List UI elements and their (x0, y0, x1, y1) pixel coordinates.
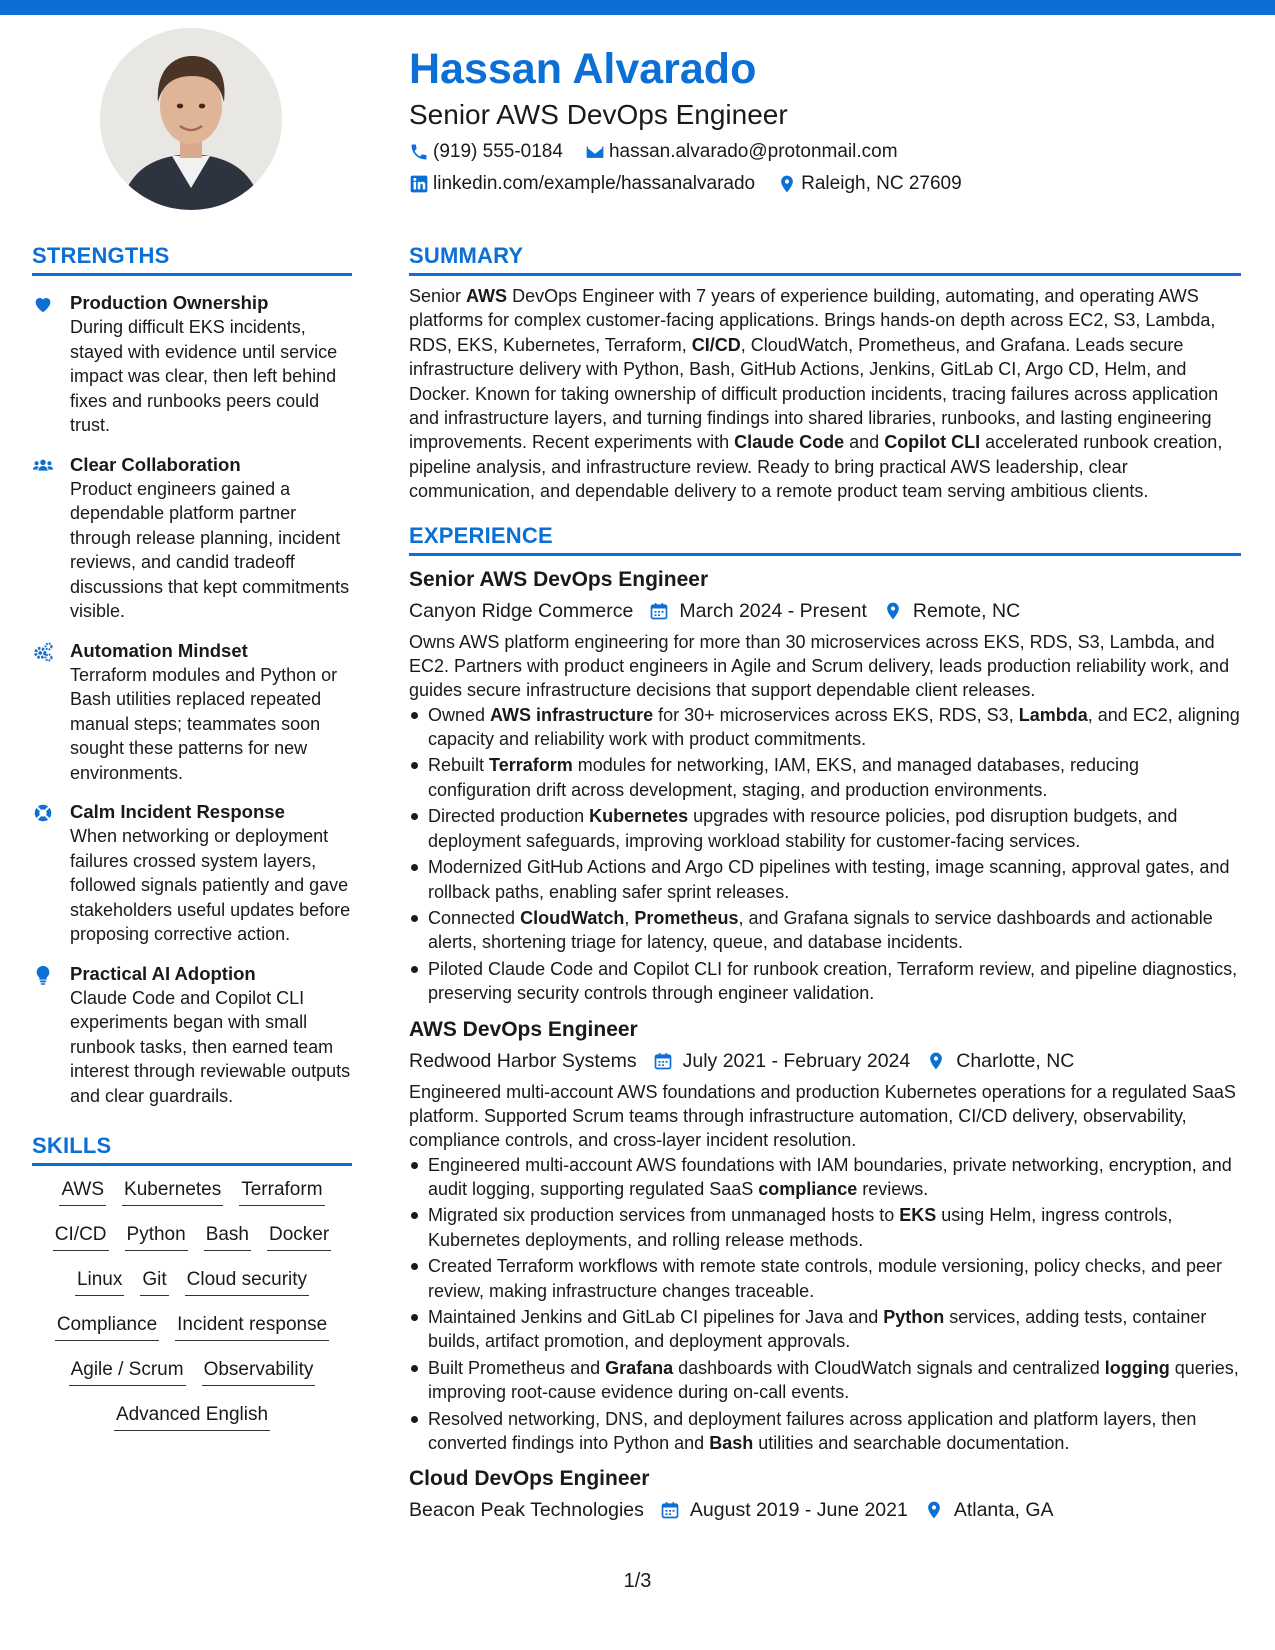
email-text: hassan.alvarado@protonmail.com (608, 141, 898, 162)
job-dates-text: March 2024 - Present (679, 599, 867, 622)
text-run: for 30+ microservices across EKS, RDS, S3, (653, 704, 1019, 725)
candidate-name: Hassan Alvarado (409, 45, 757, 93)
job-title: AWS DevOps Engineer (409, 1017, 638, 1041)
bullet-item (409, 753, 1241, 802)
skill-row (32, 1268, 352, 1313)
bold-keyword: AWS (466, 286, 508, 306)
job-entry (409, 566, 1241, 1006)
strength-title: Automation Mindset (70, 639, 248, 661)
strength-title: Practical AI Adoption (70, 962, 256, 984)
phone-text: (919) 555-0184 (433, 141, 563, 162)
calendar-icon (653, 1051, 673, 1071)
skill-tag: Kubernetes (122, 1178, 223, 1206)
bullet-item (409, 1356, 1241, 1405)
skill-tag: AWS (59, 1178, 106, 1206)
text-run: upgrades with resource policies, pod disruption budgets, and deployment safeguards, improving workload stability for customer-facing services. (428, 806, 1178, 851)
linkedin-text: linkedin.com/example/hassanalvarado (433, 173, 756, 194)
text-run: Engineered multi-account AWS foundations with IAM boundaries, private networking, encryption, and audit logging, supporting regulated SaaS (428, 1154, 1232, 1199)
text-run: Connected (428, 907, 521, 928)
text-run: Maintained Jenkins and GitLab CI pipelines for Java and (428, 1306, 884, 1327)
job-entry (409, 1016, 1241, 1456)
job-title: Senior AWS DevOps Engineer (409, 567, 709, 591)
skill-tag: Bash (204, 1223, 251, 1251)
text-run: , and Grafana signals to service dashboards and actionable alerts, shortening triage for latency, queue, and database incidents. (428, 907, 1213, 953)
strength-title: Clear Collaboration (70, 453, 241, 475)
envelope-icon (585, 142, 605, 162)
text-run: utilities and searchable documentation. (753, 1433, 1070, 1453)
contact-row-2 (409, 172, 1249, 196)
bold-keyword: Kubernetes (589, 806, 689, 827)
skill-tag: Docker (267, 1223, 331, 1251)
bold-keyword: Bash (709, 1433, 754, 1453)
bold-keyword: Lambda (1018, 704, 1088, 725)
text-run: , CloudWatch, Prometheus, and Grafana. Leads secure infrastructure delivery with Python, Bash, GitHub Actions, Jenkins, GitLab CI, Argo CD, Helm, and Docker. Known for taking ownership of difficult production incidents, tracing failures across application and infrastructure layers, and turning findings into shared libraries, runbooks, and lasting engineering improvements. Recent experiments with (409, 334, 1219, 453)
job-location-text: Atlanta, GA (953, 1499, 1054, 1522)
contact-email[interactable] (585, 140, 898, 164)
candidate-title: Senior AWS DevOps Engineer (409, 99, 788, 130)
text-run: and (844, 432, 885, 453)
job-meta (409, 598, 1241, 624)
strength-desc: Terraform modules and Python or Bash utilities replaced repeated manual steps; teammates soon sought these patterns for new environments. (70, 664, 338, 783)
map-pin-icon (924, 1500, 944, 1520)
text-run: Senior (409, 286, 467, 306)
bold-keyword: Terraform (489, 755, 573, 776)
lifebuoy-icon (32, 802, 54, 824)
map-pin-icon (883, 601, 903, 621)
skill-tag: Observability (202, 1358, 316, 1386)
skill-row (32, 1403, 352, 1448)
text-run: Built Prometheus and (428, 1357, 606, 1378)
text-run: Owned (428, 704, 491, 725)
text-run: Directed production (428, 806, 590, 827)
skill-tag: Terraform (239, 1178, 324, 1206)
strength-desc: Product engineers gained a dependable platform partner through release planning, incident reviews, and candid tradeoff discussions that kept commitments visible. (70, 478, 350, 621)
job-location (883, 598, 1020, 624)
job-description: Engineered multi-account AWS foundations and production Kubernetes operations for a regulated SaaS platform. Supported Scrum teams through infrastructure automation, CI/CD delivery, observability, compliance controls, and cross-layer incident resolution. (409, 1081, 1236, 1150)
strength-desc: When networking or deployment failures crossed system layers, followed signals patiently and gave stakeholders useful updates before proposing corrective action. (70, 826, 351, 944)
bold-keyword: logging (1104, 1357, 1170, 1378)
bullet-item (409, 1153, 1241, 1202)
heart-icon (32, 293, 54, 315)
bullet-item (409, 906, 1241, 955)
contact-linkedin[interactable] (409, 172, 755, 196)
text-run: dashboards with CloudWatch signals and centralized (673, 1357, 1105, 1378)
skill-tag: Cloud security (185, 1268, 309, 1296)
bold-keyword: EKS (899, 1205, 937, 1226)
phone-icon (409, 142, 429, 162)
contact-row-1 (409, 140, 1249, 164)
job-title: Cloud DevOps Engineer (409, 1467, 650, 1491)
skill-row (32, 1178, 352, 1223)
users-icon (32, 455, 54, 477)
map-pin-icon (777, 174, 797, 194)
linkedin-icon (409, 174, 429, 194)
calendar-icon (660, 1500, 680, 1520)
bullet-item (409, 1254, 1241, 1303)
map-pin-icon (926, 1051, 946, 1071)
text-run: using Helm, ingress controls, Kubernetes deployments, and rolling release methods. (428, 1205, 1173, 1250)
job-company: Redwood Harbor Systems (409, 1049, 637, 1072)
bold-keyword: CI/CD (691, 334, 741, 355)
skill-row (32, 1313, 352, 1358)
text-run: services, adding tests, container builds, artifact promotion, and deployment approvals. (428, 1306, 1207, 1352)
strength-item (32, 291, 352, 438)
bold-keyword: compliance (758, 1178, 858, 1199)
job-description: Owns AWS platform engineering for more than 30 microservices across EKS, RDS, S3, Lambda, and EC2. Partners with product engineers in Agile and Scrum delivery, leads production reliability work, and guides secure infrastructure decisions that support dependable client releases. (409, 631, 1230, 700)
lightbulb-icon (32, 964, 54, 986)
strength-desc: During difficult EKS incidents, stayed with evidence until service impact was clear, then left behind fixes and runbooks peers could trust. (70, 317, 338, 435)
profile-photo (100, 28, 282, 210)
bullet-item (409, 804, 1241, 853)
strength-title: Production Ownership (70, 292, 269, 313)
job-dates-text: July 2021 - February 2024 (682, 1049, 911, 1072)
job-company: Beacon Peak Technologies (409, 1499, 644, 1522)
experience-heading: EXPERIENCE (409, 522, 1241, 556)
bold-keyword: Claude Code (734, 432, 845, 453)
job-dates (660, 1497, 908, 1523)
skill-tag: Linux (75, 1268, 124, 1296)
contact-location (777, 172, 962, 196)
bold-keyword: Grafana (605, 1357, 674, 1378)
job-location-text: Charlotte, NC (956, 1049, 1075, 1072)
resume-header (409, 40, 1249, 196)
skill-tag: Agile / Scrum (69, 1358, 186, 1386)
skill-tag: CI/CD (53, 1223, 109, 1251)
skill-tag: Git (140, 1268, 168, 1296)
bullet-item (409, 703, 1241, 752)
job-bullets (409, 1153, 1241, 1456)
page-number: 1/3 (623, 1570, 652, 1592)
strength-item (32, 962, 352, 1109)
bold-keyword: CloudWatch (520, 907, 625, 928)
bullet-item (409, 1407, 1241, 1456)
bullet-item (409, 1203, 1241, 1252)
text-run: DevOps Engineer with 7 years of experience building, automating, and operating AWS platforms for complex customer-facing applications. Brings hands-on depth across EC2, S3, Lambda, RDS, EKS, Kubernetes, Terraform, (409, 286, 1216, 355)
skill-row (32, 1223, 352, 1268)
job-dates-text: August 2019 - June 2021 (689, 1499, 908, 1522)
skills-list (32, 1178, 352, 1448)
job-dates (649, 598, 867, 624)
text-run: Resolved networking, DNS, and deployment failures across application and platform layers, then converted findings into Python and (428, 1408, 1197, 1453)
bold-keyword: Prometheus (634, 907, 739, 928)
text-run: Rebuilt (428, 755, 490, 776)
top-accent-bar (0, 0, 1275, 15)
text-run: queries, improving root-cause evidence during on-call events. (428, 1357, 1239, 1403)
strengths-heading: STRENGTHS (32, 242, 352, 276)
skill-row (32, 1358, 352, 1403)
left-column (32, 242, 352, 1448)
bullet-item (409, 957, 1241, 1006)
skill-tag: Incident response (175, 1313, 329, 1341)
job-bullets (409, 703, 1241, 1006)
strength-item (32, 800, 352, 947)
job-dates (653, 1048, 911, 1074)
job-meta (409, 1048, 1241, 1074)
text-run: reviews. (857, 1178, 929, 1199)
text-run: Created Terraform workflows with remote state controls, module versioning, policy checks, and peer review, making infrastructure changes traceable. (428, 1256, 1223, 1301)
text-run: , (624, 907, 635, 928)
summary-text (409, 284, 1241, 504)
job-entry (409, 1465, 1241, 1523)
skill-tag: Advanced English (114, 1403, 270, 1431)
text-run: Modernized GitHub Actions and Argo CD pipelines with testing, image scanning, approval gates, and rollback paths, enabling safer sprint releases. (428, 857, 1230, 902)
skill-tag: Python (125, 1223, 188, 1251)
job-meta (409, 1497, 1241, 1523)
location-text: Raleigh, NC 27609 (801, 173, 962, 194)
strength-item (32, 453, 352, 624)
skill-tag: Compliance (55, 1313, 159, 1341)
skills-heading: SKILLS (32, 1132, 352, 1166)
contact-phone (409, 140, 563, 164)
experience-list (409, 566, 1241, 1524)
profile-photo-illustration (100, 28, 282, 210)
strength-desc: Claude Code and Copilot CLI experiments began with small runbook tasks, then earned team interest through reviewable outputs and clear guardrails. (70, 987, 351, 1106)
bullet-item (409, 1305, 1241, 1354)
job-location (926, 1048, 1074, 1074)
strength-item (32, 639, 352, 786)
job-location (924, 1497, 1054, 1523)
text-run: Migrated six production services from unmanaged hosts to (428, 1205, 900, 1226)
cogs-icon (32, 641, 54, 663)
calendar-icon (649, 601, 669, 621)
bold-keyword: Copilot CLI (884, 432, 981, 453)
bold-keyword: AWS infrastructure (490, 704, 654, 725)
job-company: Canyon Ridge Commerce (409, 599, 634, 622)
right-column (409, 242, 1241, 1523)
strength-title: Calm Incident Response (70, 801, 285, 822)
bold-keyword: Python (883, 1306, 945, 1327)
text-run: , and EC2, aligning capacity and reliability work with product commitments. (428, 704, 1240, 750)
job-location-text: Remote, NC (912, 599, 1021, 622)
text-run: Piloted Claude Code and Copilot CLI for runbook creation, Terraform review, and pipeline diagnostics, preserving security controls through engineer validation. (428, 958, 1238, 1004)
text-run: modules for networking, IAM, EKS, and managed databases, reducing configuration drift across development, staging, and production environments. (428, 755, 1140, 800)
summary-heading: SUMMARY (409, 242, 1241, 276)
text-run: accelerated runbook creation, pipeline analysis, and infrastructure review. Ready to bring practical AWS leadership, clear communication, and dependable delivery to a remote product team serving ambitious clients. (409, 432, 1223, 502)
bullet-item (409, 855, 1241, 904)
